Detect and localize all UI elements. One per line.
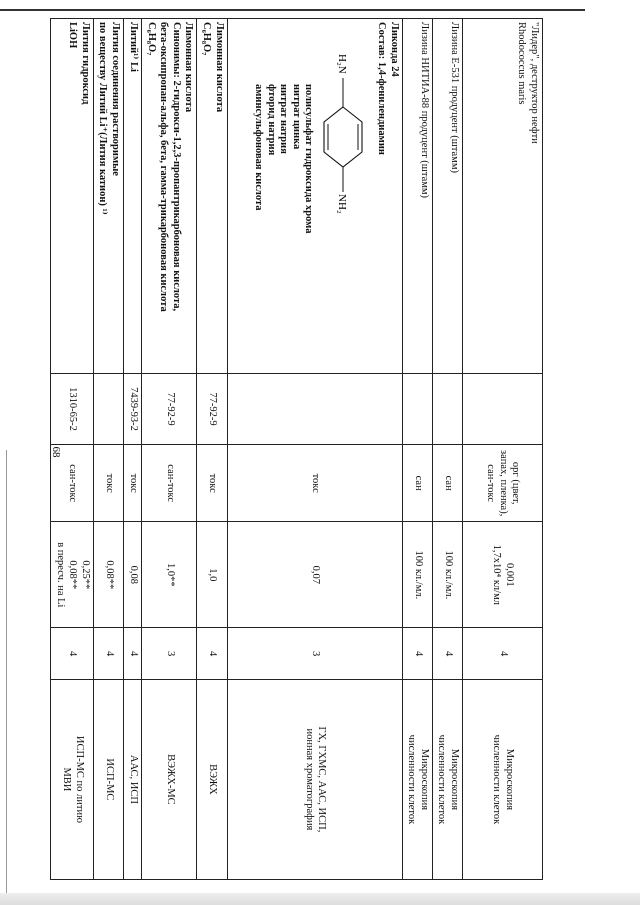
limit-value-line: 0,001 [504,563,516,587]
cas-cell: 77-92-9 [142,373,197,444]
cas-cell [402,373,432,444]
hazard-indicator-cell: сан-токс [142,444,197,521]
hazard-class-cell: 4 [51,628,94,680]
substance-name-line: C₆H₈O₇ [201,22,213,56]
limit-value-line: 100 кл./мл. [442,550,454,600]
page-number: 68 [50,446,62,458]
substance-name-line: Лизина E-531 продуцент (штамм) [449,22,460,173]
substance-name-line: Rhodococcus maris [516,22,528,105]
component-item: полисульфат гидроксида хрома [303,84,315,234]
substance-name-line: Литий¹⁾ Li [128,22,140,72]
component-item: нитрат цинка [290,84,302,150]
hazard-indicator-cell: сан [402,444,432,521]
hazard-indicator-cell: токс [124,444,142,521]
substance-name-line: "Лидер", деструктор нефти [529,22,540,144]
method-cell [227,679,402,879]
limit-value-cell [93,522,123,628]
substance-name-cell [402,19,432,374]
limit-value-cell [51,522,94,628]
table-row [227,19,402,880]
hazard-class-cell: 4 [197,628,227,680]
hazard-class-cell: 4 [402,628,432,680]
substance-name-cell [197,19,227,374]
substance-table [50,18,543,880]
limit-value-line: 100 кл./мл. [412,550,424,600]
substance-name-line: Лития гидроксид [79,22,91,105]
method-cell [93,679,123,879]
components-list [251,84,314,370]
table-row [197,19,227,880]
method-line: численности клеток [491,734,503,825]
limit-value-line: в пересч. на Li [54,542,66,608]
limit-value-cell [124,522,142,628]
table-row [402,19,432,880]
method-cell [124,679,142,879]
table-row [142,19,197,880]
method-line: ИСП-МС по литию [73,735,85,823]
method-cell [463,679,543,879]
limit-value-cell [402,522,432,628]
limit-value-line: 1,7х10⁴ кл/мл [491,544,503,605]
method-cell [142,679,197,879]
method-cell [432,679,462,879]
method-line: численности клеток [406,734,418,825]
limit-value-cell [463,522,543,628]
substance-name-line: Синонимы: 2-гидрокси-1,2,3-пропантрикарбоновая кислота, [170,22,182,312]
method-cell [197,679,227,879]
method-line: МВИ [60,767,72,792]
limit-value-cell [227,522,402,628]
hazard-class-cell: 4 [463,628,543,680]
limit-value-line: 0,07 [309,565,321,585]
table-row [51,19,94,880]
scan-bottom-edge [0,893,640,905]
table-row [93,19,123,880]
cas-cell [93,373,123,444]
hazard-indicator-cell: токс [197,444,227,521]
substance-name-line: бета-оксипропан-альфа, бета, гамма-трикарбоновая кислота [158,22,170,312]
hazard-indicator-cell: орг (цвет, запах, пленка), сан-токс [463,444,543,521]
hazard-indicator-cell: токс [93,444,123,521]
limit-value-cell [197,522,227,628]
substance-name-line: Ликонда 24 [388,22,400,77]
structural-formula [318,52,370,370]
method-line: ГХ, ГХМС, ААС, ИСП, [316,726,328,833]
table-row [432,19,462,880]
top-border-line [0,9,585,11]
cas-cell: 7439-93-2 [124,373,142,444]
hazard-indicator-cell: токс [227,444,402,521]
method-cell [51,679,94,879]
method-line: ИСП-МС [103,758,115,801]
substance-name-cell [142,19,197,374]
substance-name-line: Состав: 1,4-фенилендиамин [376,22,388,155]
substance-name-cell [93,19,123,374]
limit-value-line: 1,0** [164,563,176,587]
limit-value-line: 0,08 [127,565,139,585]
hazard-class-cell: 4 [124,628,142,680]
component-item: фторид натрия [265,84,277,156]
limit-value-cell [142,522,197,628]
method-line: ААС, ИСП [127,754,139,804]
cas-cell: 77-92-9 [197,373,227,444]
substance-name-line: LiOH [67,22,79,49]
formula-right-group: NH₂ [336,194,349,214]
component-item: нитрат натрия [278,84,290,154]
substance-name-cell [432,19,462,374]
component-item: аминсульфоновая кислота [253,84,265,211]
substance-name-line: Лизина НИТИА-88 продуцент (штамм) [418,22,430,199]
substance-name-cell [227,19,402,374]
hazard-class-cell: 3 [227,628,402,680]
method-line: численности клеток [436,734,448,825]
hazard-class-cell: 4 [93,628,123,680]
method-line: Микроскопия [504,748,516,811]
substance-name-cell [124,19,142,374]
scan-edge-line [6,450,7,895]
cas-cell [463,373,543,444]
substance-name-cell [51,19,94,374]
limit-value-line: 0,25** [79,560,91,590]
substance-name-line: по веществу Литий Li⁺(Лития катион) ¹⁾ [97,22,109,215]
method-line: ионная хроматография [303,728,315,831]
substance-name-line: Лития соединения растворимые [110,22,122,176]
table-row [124,19,142,880]
cas-cell: 1310-65-2 [51,373,94,444]
method-line: Микроскопия [449,748,460,811]
method-line: ВЭЖХ [207,764,219,795]
method-line: Микроскопия [418,748,430,811]
hazard-indicator-cell: сан-токс [51,444,94,521]
limit-value-line: 0,08** [67,560,79,590]
cas-cell [227,373,402,444]
formula-left-group: H₂N [336,54,349,74]
hazard-class-cell: 4 [432,628,462,680]
substance-name-cell [463,19,543,374]
cas-cell [432,373,462,444]
method-cell [402,679,432,879]
substance-name-line: Лимонная кислота [213,22,225,113]
hazard-indicator-cell: сан [432,444,462,521]
hazard-class-cell: 3 [142,628,197,680]
limit-value-line: 0,08** [103,560,115,590]
table-row [463,19,543,880]
limit-value-cell [432,522,462,628]
limit-value-line: 1,0 [207,568,219,582]
substance-name-line: C₆H₈O₇ [145,22,157,56]
substance-name-line: Лимонная кислота [183,22,195,113]
method-line: ВЭЖХ-МС [164,754,176,805]
